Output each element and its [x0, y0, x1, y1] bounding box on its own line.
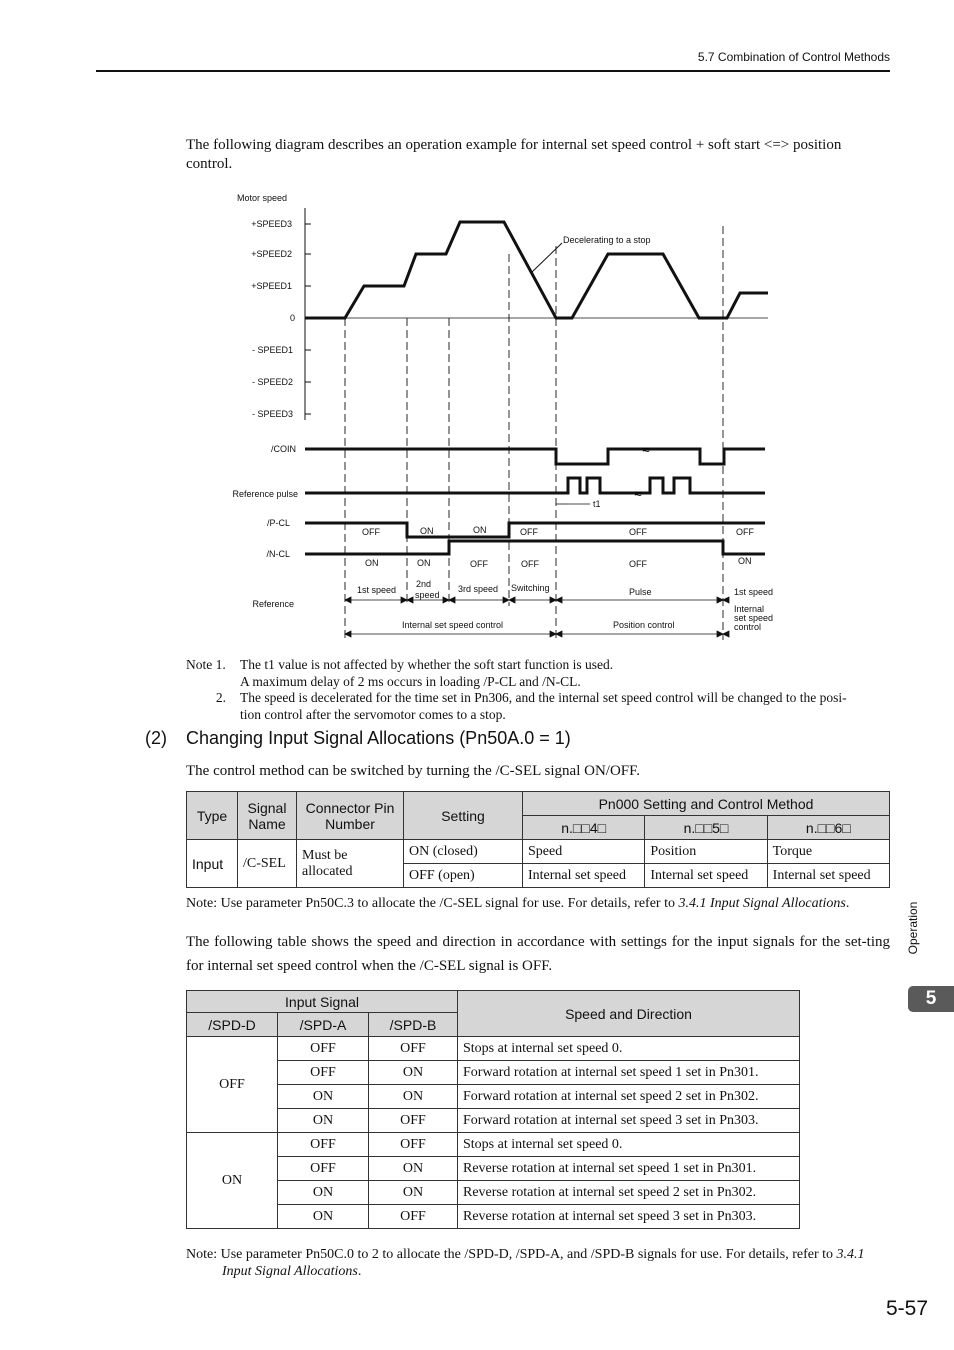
header-input-signal: Input Signal: [187, 991, 458, 1013]
coin-label: /COIN: [270, 444, 296, 454]
header-sub: n.□□6□: [767, 816, 889, 840]
pcl-state: ON: [420, 526, 434, 536]
cell-spd-a: ON: [278, 1085, 369, 1109]
header-speed-direction: Speed and Direction: [458, 991, 800, 1037]
ncl-state: ON: [365, 558, 379, 568]
speed-level-label: 0: [289, 313, 295, 323]
speed-level-label: - SPEED1: [251, 345, 293, 355]
cell-spd-a: OFF: [278, 1061, 369, 1085]
cell-spd-b: ON: [369, 1157, 458, 1181]
ref-segment: Pulse: [629, 587, 652, 597]
internal-short-label: set speed: [734, 613, 774, 623]
pcl-state: OFF: [629, 527, 647, 537]
decel-pointer: [532, 243, 562, 272]
decel-label: Decelerating to a stop: [563, 235, 651, 245]
ref-segment: Switching: [511, 583, 550, 593]
cell-speed-direction: Reverse rotation at internal set speed 3 set in Pn303.: [458, 1205, 800, 1229]
cell-spd-b: OFF: [369, 1037, 458, 1061]
internal-short-label: Internal: [734, 604, 765, 614]
cell-speed-direction: Reverse rotation at internal set speed 2 set in Pn302.: [458, 1181, 800, 1205]
internal-short-label: control: [734, 622, 762, 632]
note-text: The speed is decelerated for the time set in Pn306, and the internal set speed control will be changed to the posi-: [240, 690, 847, 705]
cell-spd-b: OFF: [369, 1109, 458, 1133]
header-setting: Setting: [404, 792, 523, 840]
pcl-label: /P-CL: [266, 518, 290, 528]
ncl-state: OFF: [470, 559, 488, 569]
note-spd-ref: 3.4.1: [836, 1247, 865, 1262]
pcl-state: OFF: [520, 527, 538, 537]
cell-spd-a: OFF: [278, 1037, 369, 1061]
header-spd-b: /SPD-B: [369, 1013, 458, 1037]
cell-spd-b: ON: [369, 1061, 458, 1085]
cell-value: Internal set speed: [523, 864, 645, 888]
cell-speed-direction: Forward rotation at internal set speed 2 set in Pn302.: [458, 1085, 800, 1109]
cell-spd-a: OFF: [278, 1133, 369, 1157]
speed-level-label: - SPEED2: [251, 377, 293, 387]
cell-value: Speed: [523, 840, 645, 864]
internal-control-label: Internal set speed control: [402, 620, 504, 630]
ref-segment: 2nd: [416, 579, 432, 589]
header-type: Type: [187, 792, 238, 840]
motor-speed-waveform: [305, 222, 768, 318]
ncl-state: ON: [738, 556, 752, 566]
cell-spd-b: ON: [369, 1085, 458, 1109]
ref-segment: 1st speed: [734, 587, 774, 597]
chapter-tab: 5: [908, 986, 954, 1012]
note-spd-text: Note: Use parameter Pn50C.0 to 2 to allocate the /SPD-D, /SPD-A, and /SPD-B signals for use. For details, refer to: [186, 1247, 837, 1262]
t1-label: t1: [593, 499, 601, 509]
cell-connector: Must be allocated: [297, 840, 404, 888]
header-sub: n.□□5□: [645, 816, 767, 840]
ncl-waveform: [305, 541, 765, 554]
cell-spd-d: ON: [187, 1133, 278, 1229]
note-spd-ref2: Input Signal Allocations: [222, 1263, 358, 1279]
ref-segment: 3rd speed: [458, 584, 499, 594]
ncl-state: OFF: [629, 559, 647, 569]
cell-speed-direction: Forward rotation at internal set speed 3 set in Pn303.: [458, 1109, 800, 1133]
cell-value: Torque: [767, 840, 889, 864]
reference-pulse-waveform: [305, 478, 765, 493]
reference-pulse-label: Reference pulse: [232, 489, 298, 499]
note-number: Note 1.: [186, 657, 226, 672]
motor-speed-label: Motor speed: [237, 193, 288, 203]
header-rule: [96, 70, 890, 72]
cell-speed-direction: Reverse rotation at internal set speed 1 set in Pn301.: [458, 1157, 800, 1181]
page-number: 5-57: [885, 1297, 928, 1320]
cell-speed-direction: Stops at internal set speed 0.: [458, 1133, 800, 1157]
cell-spd-b: OFF: [369, 1133, 458, 1157]
cell-spd-b: ON: [369, 1181, 458, 1205]
side-chapter-text: Operation: [906, 901, 920, 955]
para-speed-direction: The following table shows the speed and direction in accordance with settings for the input signals for the set-ting for internal set speed control when the /C-SEL signal is OFF.: [186, 934, 890, 974]
cell-spd-a: OFF: [278, 1157, 369, 1181]
dashed-guides: [345, 226, 723, 640]
cell-speed-direction: Forward rotation at internal set speed 1 set in Pn301.: [458, 1061, 800, 1085]
note-number: 2.: [215, 690, 226, 705]
header-connector: Connector Pin Number: [297, 792, 404, 840]
pcl-state: OFF: [362, 527, 380, 537]
coin-waveform: [305, 449, 765, 464]
note-spd: [186, 1247, 896, 1280]
position-control-label: Position control: [613, 620, 675, 630]
cell-value: Internal set speed: [645, 864, 767, 888]
cell-signal: /C-SEL: [238, 840, 297, 888]
note-c-sel-text: Note: Use parameter Pn50C.3 to allocate the /C-SEL signal for use. For details, refer to: [186, 896, 679, 911]
note-c-sel-ref: 3.4.1 Input Signal Allocations: [678, 896, 846, 911]
control-method-table: [186, 791, 890, 888]
cell-spd-a: ON: [278, 1109, 369, 1133]
break-mark-pulse: ≈: [634, 486, 642, 501]
speed-level-label: +SPEED2: [251, 249, 292, 259]
header-pn000: Pn000 Setting and Control Method: [523, 792, 890, 816]
cell-setting: OFF (open): [404, 864, 523, 888]
header-sub: n.□□4□: [523, 816, 645, 840]
reference-arrows: [345, 597, 729, 637]
section-title: Changing Input Signal Allocations (Pn50A.0 = 1): [186, 728, 571, 748]
ncl-label: /N-CL: [266, 549, 290, 559]
cell-spd-d: OFF: [187, 1037, 278, 1133]
note-number: [186, 674, 240, 691]
speed-level-label: - SPEED3: [251, 409, 293, 419]
note-text: The t1 value is not affected by whether the soft start function is used.: [240, 657, 614, 672]
header-signal-name: Signal Name: [238, 792, 297, 840]
note-text: tion control after the servomotor comes to a stop.: [240, 706, 506, 722]
note-text: A maximum delay of 2 ms occurs in loading /P-CL and /N-CL.: [240, 673, 581, 689]
header-spd-d: /SPD-D: [187, 1013, 278, 1037]
pcl-state: ON: [473, 525, 487, 535]
timing-diagram: [222, 186, 782, 640]
speed-level-label: +SPEED3: [251, 219, 292, 229]
cell-spd-a: ON: [278, 1181, 369, 1205]
cell-spd-b: OFF: [369, 1205, 458, 1229]
header-section-title: 5.7 Combination of Control Methods: [697, 50, 890, 64]
cell-spd-a: ON: [278, 1205, 369, 1229]
section-paragraph: The control method can be switched by turning the /C-SEL signal ON/OFF.: [186, 763, 641, 779]
note-number: [186, 707, 240, 724]
speed-level-label: +SPEED1: [251, 281, 292, 291]
ref-segment: speed: [415, 590, 440, 600]
ncl-state: ON: [417, 558, 431, 568]
cell-setting: ON (closed): [404, 840, 523, 864]
speed-direction-table: [186, 990, 800, 1229]
ncl-state: OFF: [521, 559, 539, 569]
section-heading: [145, 728, 571, 749]
note-c-sel-suffix: .: [845, 896, 850, 911]
side-chapter-label: [898, 896, 928, 960]
cell-type: Input: [187, 840, 238, 888]
diagram-notes: [186, 657, 896, 723]
reference-label: Reference: [252, 599, 294, 609]
intro-paragraph: The following diagram describes an operation example for internal set speed control + soft start <=> position control.: [186, 137, 842, 172]
pcl-state: OFF: [736, 527, 754, 537]
note-c-sel: [186, 896, 896, 913]
note-spd-suffix: .: [357, 1263, 362, 1279]
cell-value: Position: [645, 840, 767, 864]
header-spd-a: /SPD-A: [278, 1013, 369, 1037]
cell-value: Internal set speed: [767, 864, 889, 888]
ref-segment: 1st speed: [357, 585, 397, 595]
section-number: (2): [145, 728, 167, 748]
cell-speed-direction: Stops at internal set speed 0.: [458, 1037, 800, 1061]
break-mark: ≈: [642, 442, 650, 457]
